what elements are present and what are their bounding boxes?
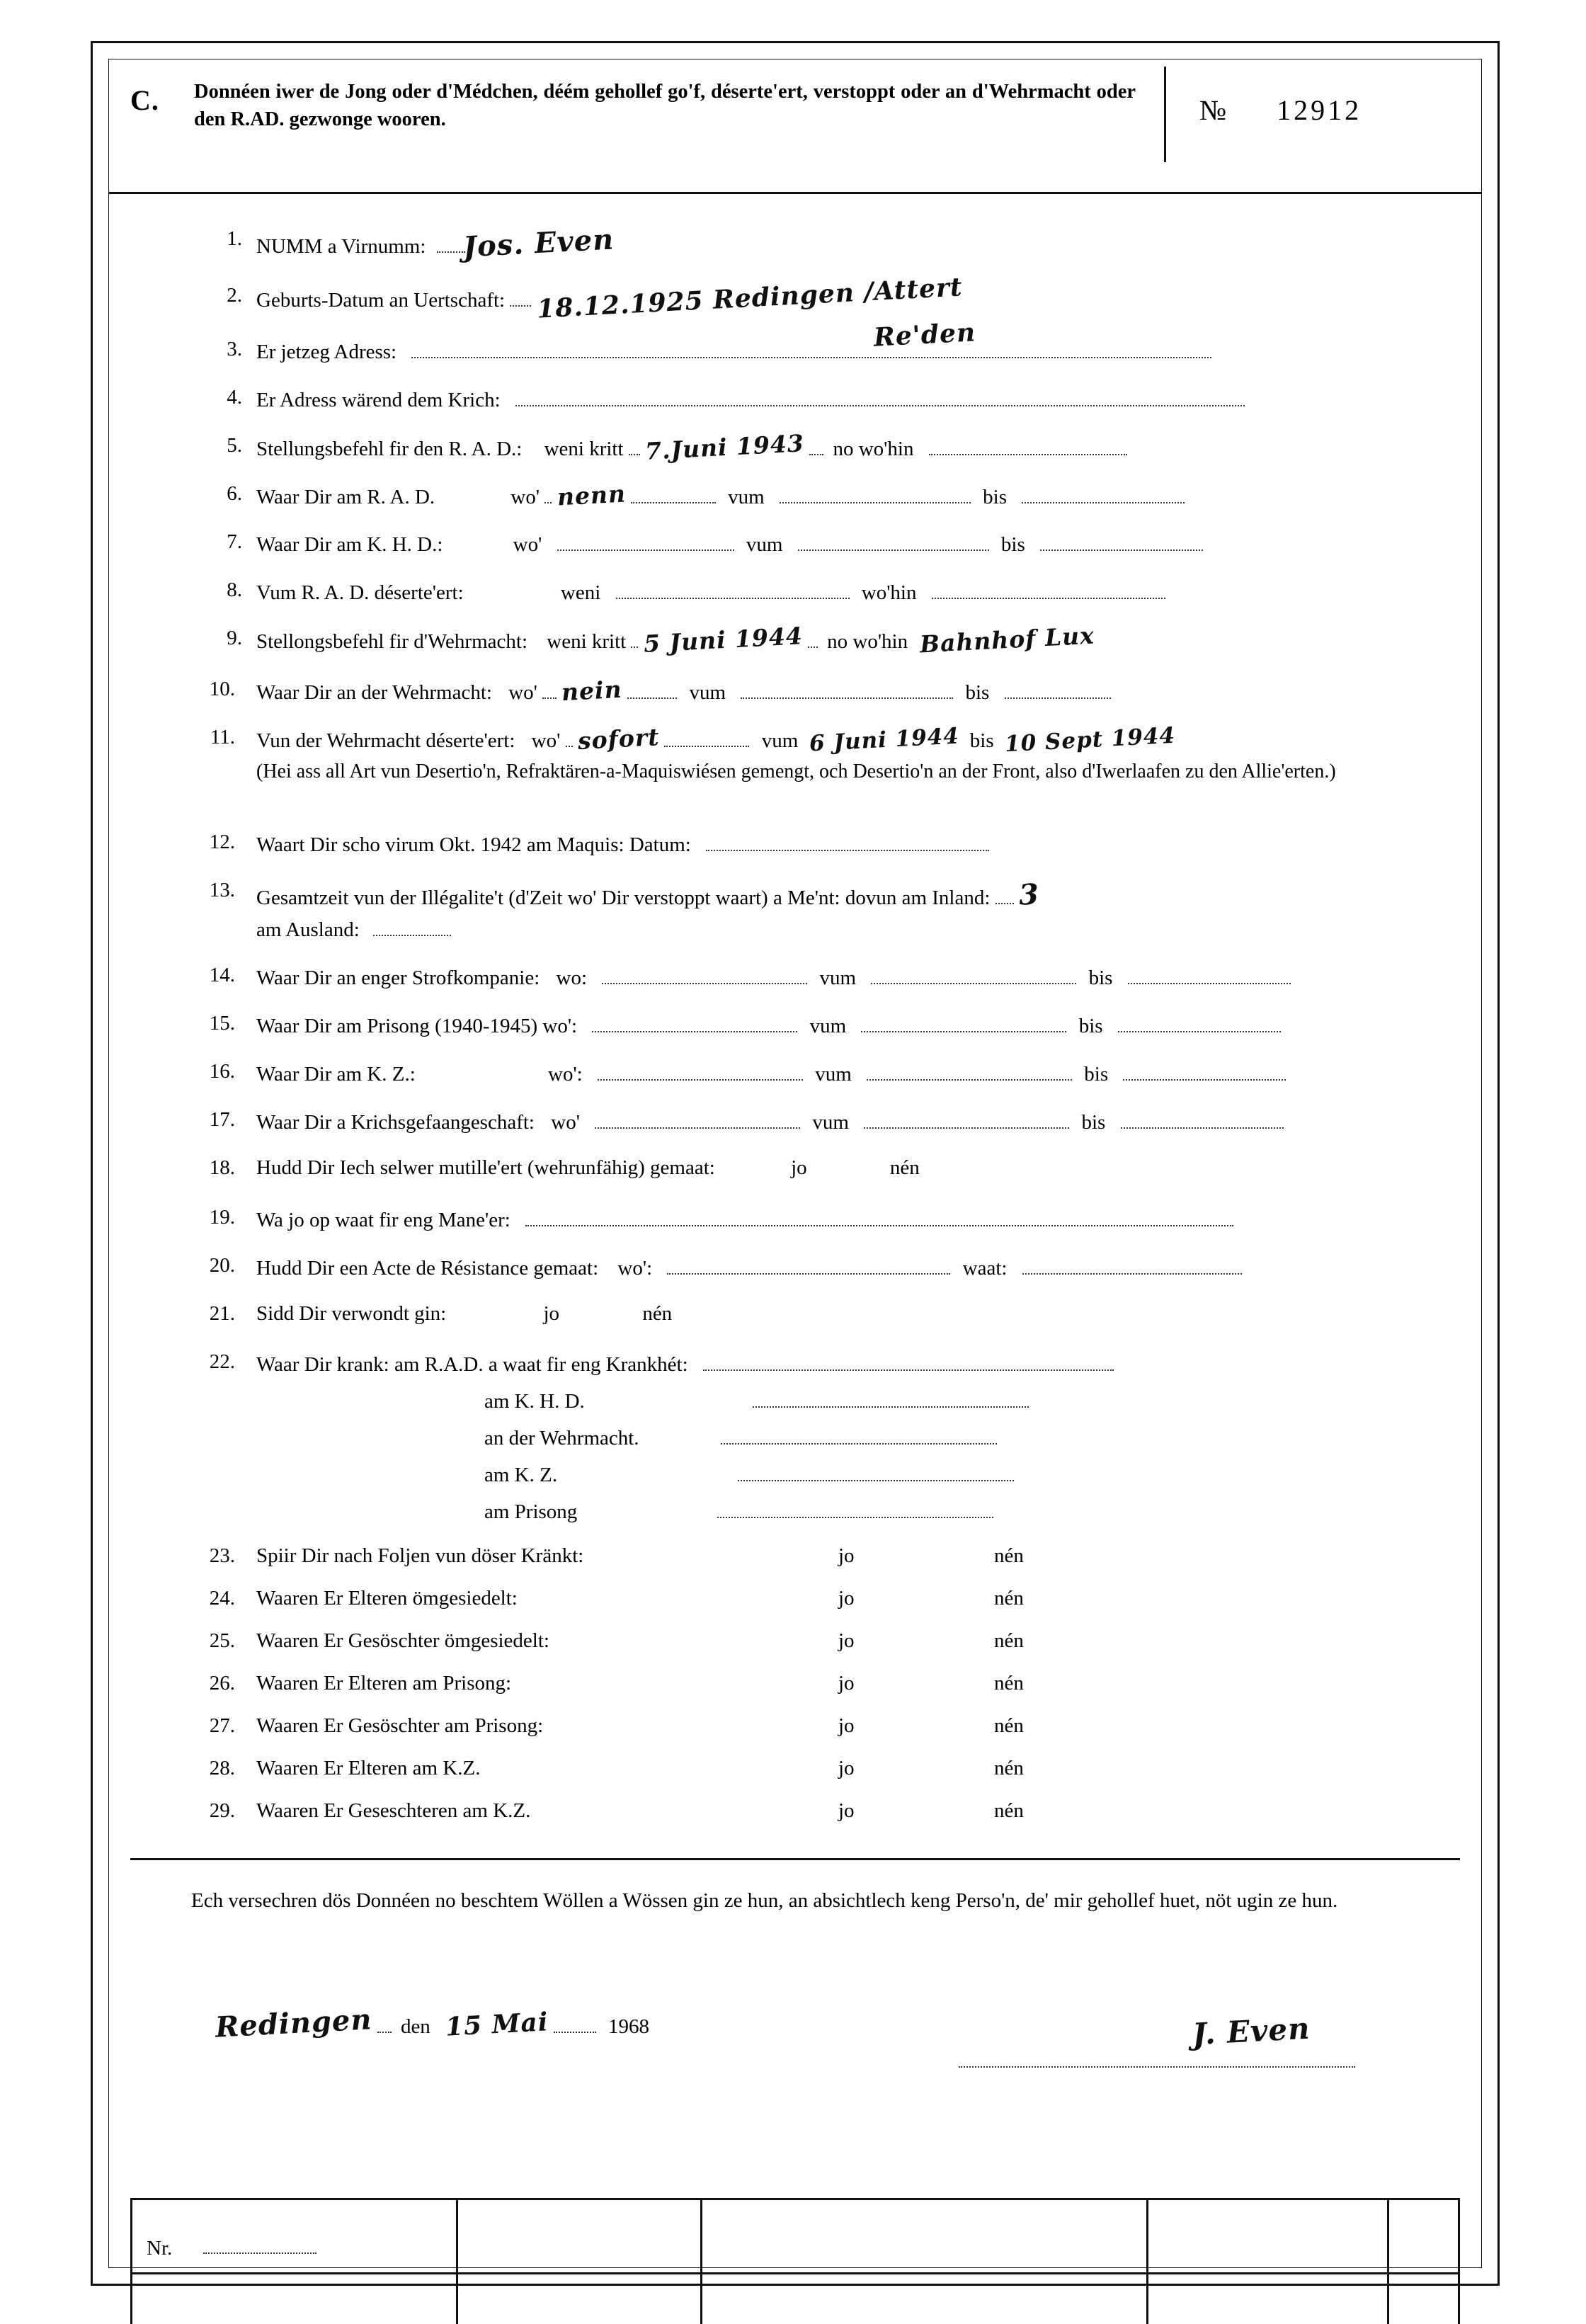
field-sub-11-wo: wo' bbox=[531, 729, 561, 752]
field-value-1: Jos. Even bbox=[462, 222, 615, 264]
field-row-4 bbox=[208, 387, 1245, 412]
field-index-17: 17. bbox=[209, 1108, 235, 1131]
field-row-28 bbox=[208, 1758, 481, 1780]
field-row-23 bbox=[208, 1545, 583, 1568]
field-label-14: Waar Dir an enger Strofkompanie: bbox=[256, 967, 540, 989]
field-index-23: 23. bbox=[209, 1544, 235, 1567]
field-label-19: Wa jo op waat fir eng Mane'er: bbox=[256, 1209, 510, 1231]
field-value-16-wo bbox=[598, 1061, 803, 1081]
field-value-15-vum bbox=[861, 1013, 1066, 1032]
field-index-13: 13. bbox=[209, 879, 235, 901]
field-index-10: 10. bbox=[209, 678, 235, 700]
field-value-9-wohin: Bahnhof Lux bbox=[919, 621, 1096, 659]
field-row-18 bbox=[208, 1157, 920, 1180]
field-value-11-bis: 10 Sept 1944 bbox=[1004, 722, 1176, 758]
field-18-yes[interactable]: jo bbox=[791, 1156, 807, 1179]
field-27-no[interactable]: nén bbox=[994, 1714, 1024, 1737]
form-number-value: 12912 bbox=[1277, 94, 1362, 126]
field-value-14-vum bbox=[871, 964, 1076, 984]
field-index-12: 12. bbox=[209, 831, 235, 853]
field-index-3: 3. bbox=[227, 338, 242, 360]
field-row-22-wehrmacht bbox=[484, 1425, 997, 1450]
field-sub-15-vum: vum bbox=[809, 1015, 847, 1037]
field-row-22 bbox=[208, 1351, 1114, 1377]
field-label-1: NUMM a Virnumm: bbox=[256, 235, 426, 258]
field-23-no[interactable]: nén bbox=[994, 1544, 1024, 1567]
field-24-no[interactable]: nén bbox=[994, 1587, 1024, 1610]
field-label-20: Hudd Dir een Acte de Résistance gemaat: bbox=[256, 1257, 599, 1280]
field-label-10: Waar Dir an der Wehrmacht: bbox=[256, 681, 492, 704]
field-note-11: (Hei ass all Art vun Desertio'n, Refraktären-a-Maquiswiésen gemengt, och Desertio'n an der Front, also d'Iwerlaafen zu den Allie'erten.) bbox=[256, 761, 1336, 782]
field-value-10-bis bbox=[1005, 679, 1111, 699]
field-index-26: 26. bbox=[209, 1672, 235, 1694]
field-25-no[interactable]: nén bbox=[994, 1629, 1024, 1652]
field-label-6: Waar Dir am R. A. D. bbox=[256, 486, 435, 508]
field-sub-16-vum: vum bbox=[815, 1063, 852, 1086]
field-row-7 bbox=[208, 531, 1203, 557]
field-index-24: 24. bbox=[209, 1587, 235, 1610]
field-index-1: 1. bbox=[227, 227, 242, 250]
form-header bbox=[109, 59, 1481, 194]
field-value-13-inland: 3 bbox=[1017, 877, 1040, 912]
field-label-16: Waar Dir am K. Z.: bbox=[256, 1063, 416, 1086]
field-26-no[interactable]: nén bbox=[994, 1672, 1024, 1694]
field-row-2 bbox=[208, 272, 964, 324]
field-sub-20-waat: waat: bbox=[962, 1257, 1008, 1280]
field-index-5: 5. bbox=[227, 434, 242, 457]
field-25-yes[interactable]: jo bbox=[838, 1629, 855, 1652]
field-sub-22-prisong: am Prisong bbox=[484, 1500, 578, 1523]
field-sub-5-wohin: no wo'hin bbox=[833, 438, 914, 460]
field-index-20: 20. bbox=[209, 1254, 235, 1277]
field-row-27 bbox=[208, 1715, 543, 1738]
declaration-body: Ech versechren dös Donnéen no beschtem Wöllen a Wössen gin ze hun, an absichtlech keng Perso'n, de' mir gehollef huet, nöt ugin ze hun. bbox=[191, 1889, 1338, 1912]
form-number bbox=[1199, 93, 1362, 127]
field-row-3 bbox=[208, 338, 1211, 364]
footer-cell-3 bbox=[702, 2200, 1148, 2324]
field-sub-17-vum: vum bbox=[812, 1111, 849, 1134]
field-index-7: 7. bbox=[227, 530, 242, 553]
field-value-17-vum bbox=[864, 1109, 1069, 1129]
field-index-16: 16. bbox=[209, 1060, 235, 1083]
field-value-2: 18.12.1925 Redingen /Attert bbox=[535, 272, 964, 324]
field-row-5 bbox=[208, 429, 1127, 465]
signature-year: 1968 bbox=[608, 2015, 650, 2038]
field-sub-10-vum: vum bbox=[689, 681, 726, 704]
field-value-4 bbox=[515, 387, 1245, 406]
field-label-17: Waar Dir a Krichsgefaangeschaft: bbox=[256, 1111, 535, 1134]
field-value-16-bis bbox=[1123, 1061, 1286, 1081]
footer-cell-nr bbox=[132, 2200, 458, 2324]
form-inner-border bbox=[108, 59, 1482, 2268]
field-value-7-bis bbox=[1040, 531, 1203, 551]
field-value-11-vum: 6 Juni 1944 bbox=[808, 723, 960, 757]
footer-cell-2 bbox=[458, 2200, 702, 2324]
field-value-10-vum bbox=[741, 679, 953, 699]
footer-table bbox=[130, 2198, 1460, 2324]
field-sub-14-vum: vum bbox=[819, 967, 857, 989]
field-value-6-bis bbox=[1022, 484, 1185, 503]
field-index-27: 27. bbox=[209, 1714, 235, 1737]
field-index-2: 2. bbox=[227, 284, 242, 307]
field-value-20-wo bbox=[667, 1255, 950, 1275]
field-row-11 bbox=[208, 722, 1176, 758]
field-value-22-prisong bbox=[717, 1498, 993, 1518]
signature-place: Redingen bbox=[214, 2003, 373, 2044]
field-value-22-wehrmacht bbox=[721, 1425, 997, 1445]
header-description: Donnéen iwer de Jong oder d'Médchen, déém gehollef go'f, déserte'ert, verstoppt oder an d'Wehrmacht oder den R.AD. gezwonge wooren. bbox=[194, 81, 1136, 131]
field-label-24: Waaren Er Elteren ömgesiedelt: bbox=[256, 1587, 518, 1610]
field-sub-7-wo: wo' bbox=[513, 533, 542, 556]
field-value-6-vum bbox=[780, 484, 971, 503]
field-sub-20-wo: wo': bbox=[617, 1257, 653, 1280]
field-index-18: 18. bbox=[209, 1156, 235, 1179]
field-23-yes[interactable]: jo bbox=[838, 1544, 855, 1567]
signature-place-line bbox=[214, 2003, 650, 2044]
field-sub-5-weni: weni kritt bbox=[544, 438, 624, 460]
field-18-no[interactable]: nén bbox=[889, 1156, 920, 1179]
field-value-15-bis bbox=[1118, 1013, 1281, 1032]
field-index-8: 8. bbox=[227, 579, 242, 601]
field-row-13 bbox=[208, 879, 1039, 911]
field-row-21 bbox=[208, 1303, 672, 1326]
field-value-22-khd bbox=[753, 1388, 1029, 1408]
field-label-29: Waaren Er Geseschteren am K.Z. bbox=[256, 1799, 531, 1822]
field-row-17 bbox=[208, 1109, 1284, 1134]
field-label-12: Waart Dir scho virum Okt. 1942 am Maquis: Datum: bbox=[256, 833, 691, 856]
field-index-22: 22. bbox=[209, 1350, 235, 1373]
field-label-15: Waar Dir am Prisong (1940-1945) bbox=[256, 1015, 538, 1037]
declaration-divider bbox=[130, 1858, 1460, 1860]
field-sub-22-wehrmacht: an der Wehrmacht. bbox=[484, 1427, 639, 1449]
signature-name-wrap bbox=[1191, 2010, 1311, 2052]
field-value-7-vum bbox=[798, 531, 989, 551]
field-sub-15-wo: wo': bbox=[542, 1015, 578, 1037]
field-sub-17-wo: wo' bbox=[551, 1111, 580, 1134]
field-label-7: Waar Dir am K. H. D.: bbox=[256, 533, 443, 556]
field-row-15 bbox=[208, 1013, 1281, 1038]
field-index-4: 4. bbox=[227, 386, 242, 409]
field-21-no[interactable]: nén bbox=[642, 1302, 673, 1325]
field-label-3: Er jetzeg Adress: bbox=[256, 341, 397, 363]
field-label-9: Stellongsbefehl fir d'Wehrmacht: bbox=[256, 630, 528, 653]
field-value-8-weni bbox=[616, 579, 850, 599]
field-label-27: Waaren Er Gesöschter am Prisong: bbox=[256, 1714, 544, 1737]
field-index-15: 15. bbox=[209, 1012, 235, 1035]
field-value-22-kz bbox=[738, 1462, 1014, 1481]
field-29-no[interactable]: nén bbox=[994, 1799, 1024, 1822]
field-29-yes[interactable]: jo bbox=[838, 1799, 855, 1822]
signature-date: 15 Mai bbox=[445, 2007, 549, 2042]
field-label-21: Sidd Dir verwondt gin: bbox=[256, 1302, 447, 1325]
field-sub-11-bis: bis bbox=[969, 729, 994, 752]
form-body bbox=[109, 194, 1481, 2267]
field-row-24 bbox=[208, 1588, 518, 1610]
field-row-29 bbox=[208, 1800, 530, 1823]
field-index-14: 14. bbox=[209, 964, 235, 986]
field-sub-16-wo: wo': bbox=[548, 1063, 583, 1086]
field-row-8 bbox=[208, 579, 1165, 605]
field-value-17-bis bbox=[1121, 1109, 1284, 1129]
field-value-3: Re'den bbox=[872, 317, 977, 353]
field-sub-7-vum: vum bbox=[746, 533, 783, 556]
field-value-22-rad bbox=[703, 1351, 1114, 1371]
field-sub-6-bis: bis bbox=[983, 486, 1007, 508]
field-label-25: Waaren Er Gesöschter ömgesiedelt: bbox=[256, 1629, 549, 1652]
field-row-25 bbox=[208, 1630, 549, 1653]
field-value-5-wohin bbox=[929, 435, 1127, 455]
field-sub-14-bis: bis bbox=[1088, 967, 1113, 989]
signature-den-label: den bbox=[400, 2015, 430, 2038]
field-row-10 bbox=[208, 675, 1111, 707]
footer-row-divider bbox=[130, 2272, 1460, 2274]
field-value-14-bis bbox=[1128, 964, 1291, 984]
field-label-28: Waaren Er Elteren am K.Z. bbox=[256, 1757, 481, 1779]
field-sub-15-bis: bis bbox=[1078, 1015, 1103, 1037]
field-index-19: 19. bbox=[209, 1206, 235, 1229]
field-index-25: 25. bbox=[209, 1629, 235, 1652]
field-row-14 bbox=[208, 964, 1291, 990]
field-value-20-waat bbox=[1022, 1255, 1242, 1275]
field-sub-7-bis: bis bbox=[1000, 533, 1025, 556]
field-label-13: Gesamtzeit vun der Illégalite't (d'Zeit wo' Dir verstoppt waart) a Me'nt: dovun am Inland: bbox=[256, 887, 991, 909]
field-row-6 bbox=[208, 479, 1185, 511]
field-value-13-ausland bbox=[373, 916, 451, 936]
field-value-8-wohin bbox=[932, 579, 1165, 599]
field-value-7-wo bbox=[557, 531, 734, 551]
field-sub-8-wohin: wo'hin bbox=[861, 581, 917, 604]
header-divider bbox=[1164, 67, 1166, 162]
field-21-yes[interactable]: jo bbox=[543, 1302, 560, 1325]
field-value-9-date: 5 Juni 1944 bbox=[642, 622, 804, 658]
numero-symbol: № bbox=[1199, 94, 1228, 126]
footer-nr-value bbox=[203, 2252, 316, 2254]
field-row-22-kz bbox=[484, 1462, 1014, 1487]
field-value-15-wo bbox=[592, 1013, 797, 1032]
field-sub-10-wo: wo' bbox=[508, 681, 537, 704]
signature-name: J. Even bbox=[1191, 2010, 1311, 2052]
field-row-20 bbox=[208, 1255, 1242, 1280]
field-label-22: Waar Dir krank: am R.A.D. a waat fir eng Krankhét: bbox=[256, 1353, 688, 1376]
field-24-yes[interactable]: jo bbox=[838, 1587, 855, 1610]
field-sub-22-kz: am K. Z. bbox=[484, 1464, 558, 1486]
field-sub-22-khd: am K. H. D. bbox=[484, 1390, 585, 1413]
footer-cell-5 bbox=[1389, 2200, 1460, 2324]
field-value-17-wo bbox=[595, 1109, 800, 1129]
field-sub-10-bis: bis bbox=[965, 681, 990, 704]
field-index-28: 28. bbox=[209, 1757, 235, 1779]
field-value-5-date: 7.Juni 1943 bbox=[644, 429, 805, 465]
field-row-26 bbox=[208, 1673, 511, 1695]
field-28-no[interactable]: nén bbox=[994, 1757, 1024, 1779]
field-label-5: Stellungsbefehl fir den R. A. D.: bbox=[256, 438, 523, 460]
field-label-26: Waaren Er Elteren am Prisong: bbox=[256, 1672, 512, 1694]
field-row-19 bbox=[208, 1207, 1233, 1232]
field-row-9 bbox=[208, 621, 1096, 659]
field-label-2: Geburts-Datum an Uertschaft: bbox=[256, 289, 506, 312]
field-sub-14-wo: wo: bbox=[556, 967, 588, 989]
field-value-10-wo: nein bbox=[561, 675, 623, 707]
field-label-11: Vun der Wehrmacht déserte'ert: bbox=[256, 729, 515, 752]
field-28-yes[interactable]: jo bbox=[838, 1757, 855, 1779]
field-value-11-wo: sofort bbox=[576, 723, 661, 755]
field-label-8: Vum R. A. D. déserte'ert: bbox=[256, 581, 464, 604]
field-sub-6-wo: wo' bbox=[510, 486, 540, 508]
field-index-9: 9. bbox=[227, 627, 242, 649]
field-row-1 bbox=[208, 222, 615, 264]
field-index-6: 6. bbox=[227, 482, 242, 505]
field-row-12 bbox=[208, 831, 989, 857]
field-row-22-khd bbox=[484, 1388, 1029, 1413]
field-index-21: 21. bbox=[209, 1302, 235, 1325]
declaration-text bbox=[152, 1886, 1439, 1915]
field-sub-9-wohin: no wo'hin bbox=[827, 630, 908, 653]
field-row-16 bbox=[208, 1061, 1286, 1086]
field-index-11: 11. bbox=[210, 726, 235, 748]
footer-cell-4 bbox=[1148, 2200, 1389, 2324]
field-row-22-prisong bbox=[484, 1498, 993, 1524]
field-value-19 bbox=[525, 1207, 1233, 1226]
field-label-4: Er Adress wärend dem Krich: bbox=[256, 389, 501, 411]
field-sub-8-weni: weni bbox=[560, 581, 601, 604]
field-sub-11-vum: vum bbox=[761, 729, 799, 752]
field-26-yes[interactable]: jo bbox=[838, 1672, 855, 1694]
field-value-16-vum bbox=[867, 1061, 1072, 1081]
field-row-13b bbox=[256, 916, 451, 942]
field-sub-9-weni: weni kritt bbox=[547, 630, 627, 653]
form-sheet bbox=[91, 41, 1500, 2286]
field-value-6-wo: nenn bbox=[556, 479, 627, 511]
field-label-23: Spiir Dir nach Foljen vun döser Kränkt: bbox=[256, 1544, 584, 1567]
field-value-12 bbox=[706, 831, 989, 851]
field-sub-16-bis: bis bbox=[1084, 1063, 1109, 1086]
field-label-13-ausland: am Ausland: bbox=[256, 918, 360, 941]
field-value-14-wo bbox=[602, 964, 807, 984]
footer-nr-label: Nr. bbox=[147, 2237, 173, 2260]
field-label-18: Hudd Dir Iech selwer mutille'ert (wehrunfähig) gemaat: bbox=[256, 1156, 715, 1179]
field-index-29: 29. bbox=[209, 1799, 235, 1822]
section-letter: C. bbox=[130, 84, 159, 116]
field-sub-17-bis: bis bbox=[1081, 1111, 1106, 1134]
field-27-yes[interactable]: jo bbox=[838, 1714, 855, 1737]
field-sub-6-vum: vum bbox=[728, 486, 765, 508]
field-value-3-wrap bbox=[872, 317, 977, 353]
